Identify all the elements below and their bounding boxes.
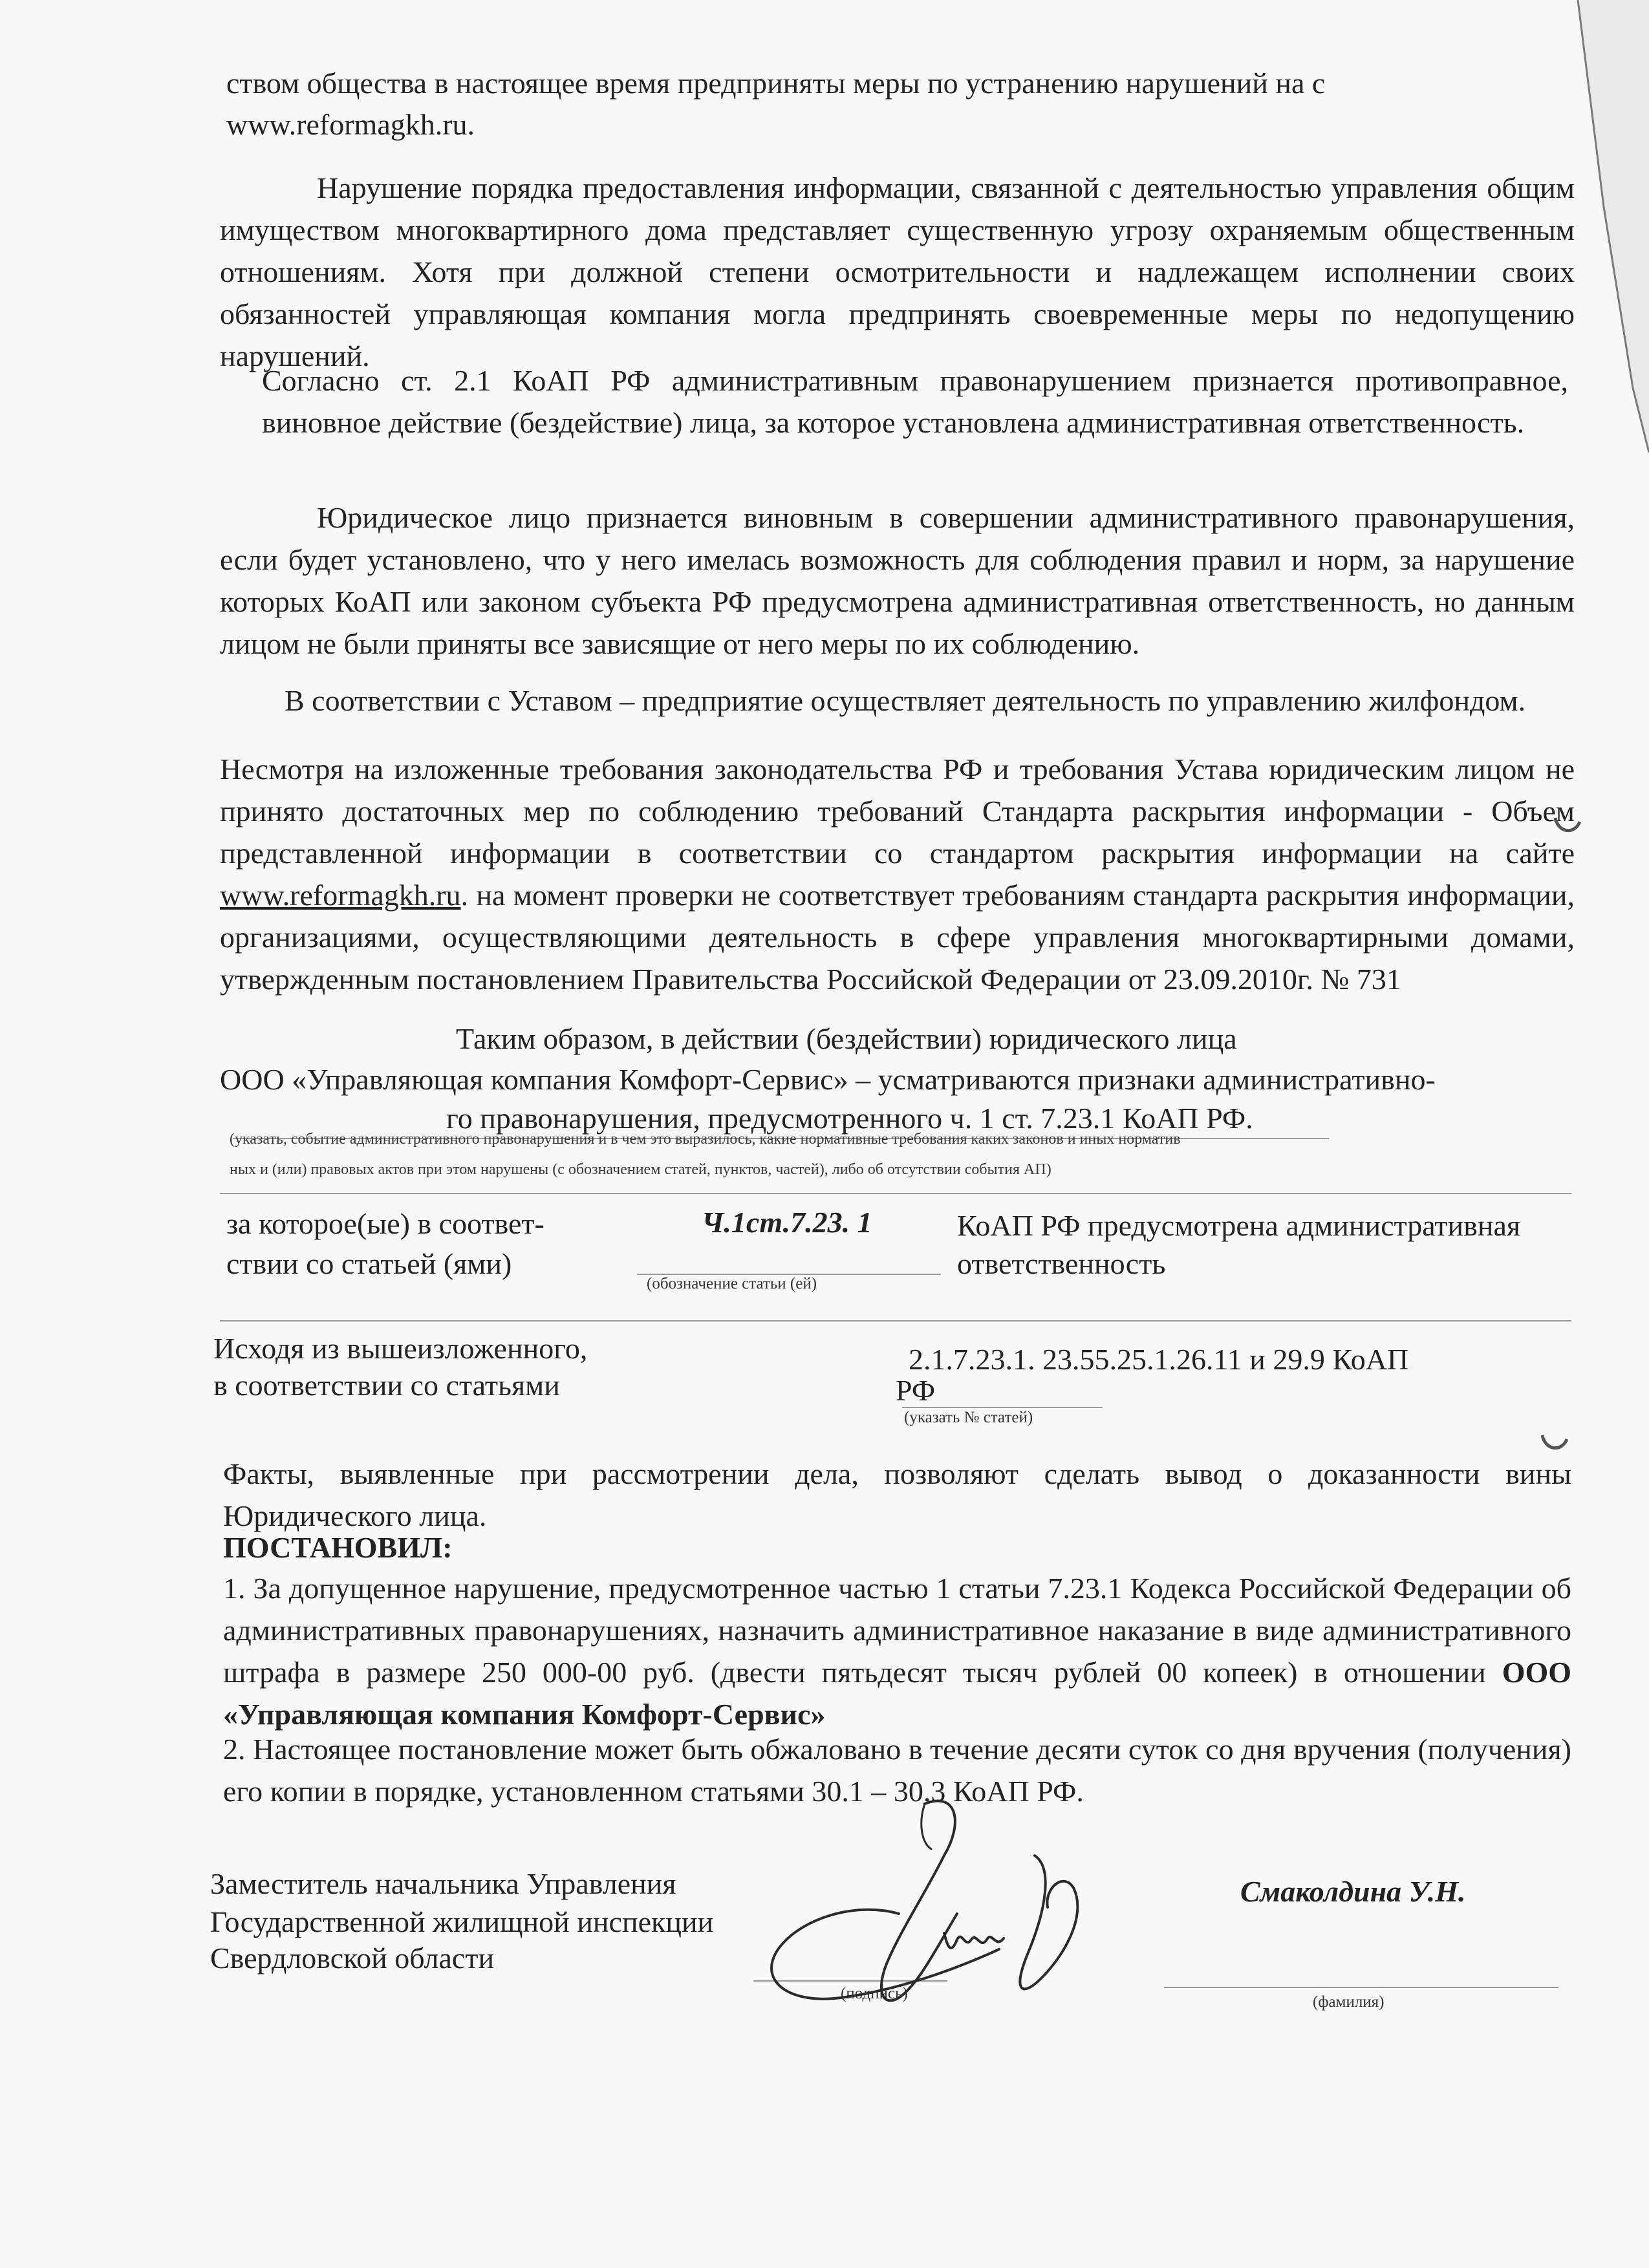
paragraph-charter: В соответствии с Уставом – предприятие осуществляет деятельность по управлению жилфондом. xyxy=(285,684,1526,717)
for-which-label-1: за которое(ые) в соответ- xyxy=(226,1207,544,1240)
paragraph-despite: Несмотря на изложенные требования законодательства РФ и требования Устава юридическим лицом не принято достаточных мер по соблюдению требований Стандарта раскрытия информации - Объем представленной информации в соответствии со стандартом раскрытия информации на сайте www.reformagkh.ru. на момент проверки не соответствует требованиям стандарта раскрытия информации, организациями, осуществляющими деятельность в сфере управления многоквартирными домами, утвержденным постановлением Правительства Российской Федерации от 23.09.2010г. № 731 xyxy=(220,753,1575,996)
resolved-heading: ПОСТАНОВИЛ: xyxy=(223,1531,453,1564)
articles-list-1: 2.1.7.23.1. 23.55.25.1.26.11 и 29.9 КоАП xyxy=(909,1343,1409,1376)
continuation-line-1: ством общества в настоящее время предприняты меры по устранению нарушений на с xyxy=(226,67,1326,100)
divider-1 xyxy=(220,1193,1571,1194)
punch-hole-1 xyxy=(1549,805,1584,840)
caption-signature: (подпись) xyxy=(841,1985,908,2002)
signer-name: Смаколдина У.Н. xyxy=(1240,1875,1466,1908)
company-name: ООО «Управляющая компания Комфорт-Сервис» xyxy=(223,1656,1572,1731)
signer-title-2: Государственной жилищной инспекции xyxy=(210,1905,714,1938)
caption-articles: (указать № статей) xyxy=(904,1409,1033,1426)
paragraph-article-2-1: Согласно ст. 2.1 КоАП РФ административным правонарушением признается противоправное, виновное действие (бездействие) лица, за которое установлена административная ответственность. xyxy=(262,364,1568,439)
signer-title-1: Заместитель начальника Управления xyxy=(210,1867,676,1900)
provided-text-1: КоАП РФ предусмотрена административная xyxy=(957,1209,1521,1242)
based-label-2: в соответствии со статьями xyxy=(213,1369,560,1402)
punch-hole-2 xyxy=(1536,1422,1571,1457)
divider-2 xyxy=(220,1320,1571,1321)
article-number: Ч.1ст.7.23. 1 xyxy=(702,1206,872,1239)
reformagkh-link[interactable]: www.reformagkh.ru xyxy=(220,879,461,912)
caption-surname: (фамилия) xyxy=(1313,1993,1385,2011)
caption-article: (обозначение статьи (ей) xyxy=(647,1275,817,1292)
signer-title-3: Свердловской области xyxy=(210,1942,495,1974)
resolution-item-1: 1. За допущенное нарушение, предусмотренное частью 1 статьи 7.23.1 Кодекса Российской Федерации об административных правонарушениях, назначить административное наказание в виде административного штрафа в размере 250 000-00 руб. (двести пятьдесят тысяч рублей 00 копеек) в отношении ООО «Управляющая компания Комфорт-Сервис» xyxy=(223,1572,1572,1731)
continuation-line-2: www.reformagkh.ru. xyxy=(226,108,475,141)
provided-text-2: ответственность xyxy=(957,1247,1166,1280)
articles-list-2: РФ xyxy=(896,1374,936,1407)
thus-line-3: го правонарушения, предусмотренного ч. 1 ст. 7.23.1 КоАП РФ. xyxy=(446,1102,1253,1135)
thus-line-1: Таким образом, в действии (бездействии) юридического лица xyxy=(456,1022,1237,1055)
caption-event-2: ных и (или) правовых актов при этом нарушены (с обозначением статей, пунктов, частей), либо об отсутствии события АП) xyxy=(230,1161,1051,1178)
paragraph-violation: Нарушение порядка предоставления информации, связанной с деятельностью управления общим имуществом многоквартирного дома представляет существенную угрозу охраняемым общественным отношениям. Хотя при должной степени осмотрительности и надлежащем исполнении своих обязанностей управляющая компания могла предпринять своевременные меры по недопущению нарушений. xyxy=(220,171,1575,372)
handwritten-signature xyxy=(750,1784,1138,2069)
based-label-1: Исходя из вышеизложенного, xyxy=(213,1332,588,1365)
thus-line-2: ООО «Управляющая компания Комфорт-Сервис» – усматриваются признаки административно- xyxy=(220,1063,1436,1096)
paragraph-facts: Факты, выявленные при рассмотрении дела, позволяют сделать вывод о доказанности вины Юридического лица. xyxy=(223,1457,1571,1532)
resolution-item-2: 2. Настоящее постановление может быть обжаловано в течение десяти суток со дня вручения (получения) его копии в порядке, установленном статьями 30.1 – 30.3 КоАП РФ. xyxy=(223,1733,1571,1808)
caption-event-1: (указать, событие административного правонарушения и в чем это выразилось, какие нормативные требования каких законов и иных норматив xyxy=(230,1131,1181,1148)
paragraph-legal-entity: Юридическое лицо признается виновным в совершении административного правонарушения, если будет установлено, что у него имелась возможность для соблюдения правил и норм, за нарушение которых КоАП или законом субъекта РФ предусмотрена административная ответственность, но данным лицом не были приняты все зависящие от него меры по их соблюдению. xyxy=(220,501,1575,660)
for-which-label-2: ствии со статьей (ями) xyxy=(226,1247,512,1280)
